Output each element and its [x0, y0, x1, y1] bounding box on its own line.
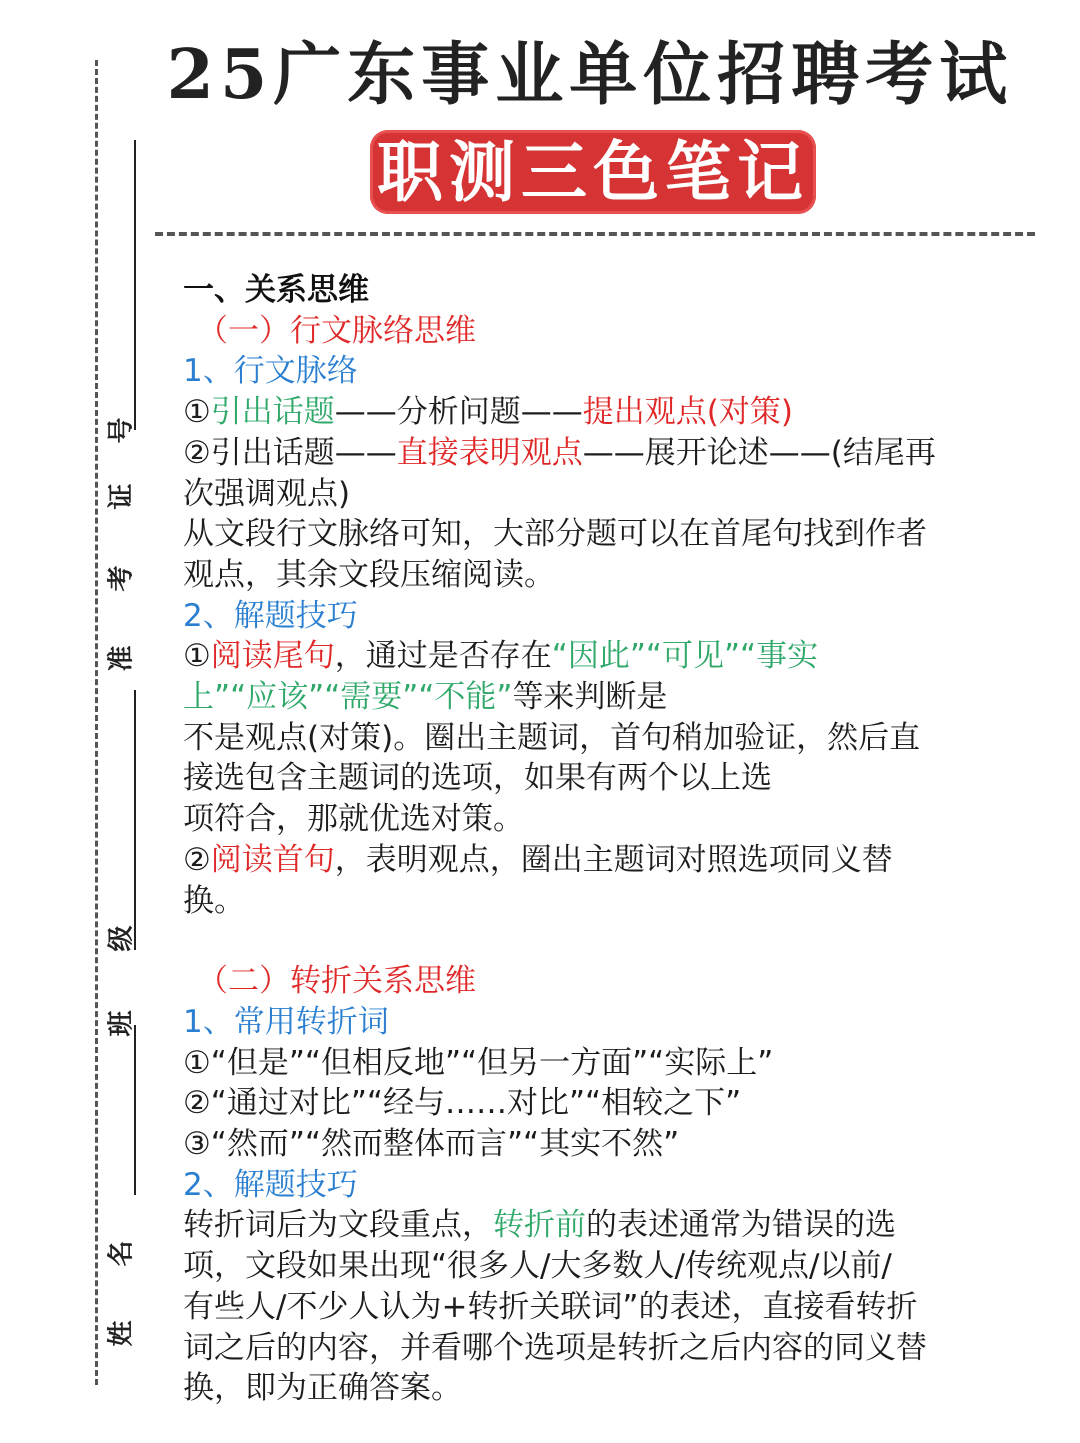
- part1-title: （一）行文脉络思维: [197, 312, 476, 349]
- structure-item-1: [183, 392, 1053, 433]
- part2-para-line-3: 有些人/不少人认为+转折关联词”的表述，直接看转折: [183, 1288, 918, 1325]
- part1-sub2: 2、解题技巧: [183, 597, 358, 634]
- binding-label-ming: 名: [106, 1240, 137, 1267]
- item-number: ②: [183, 434, 211, 471]
- part2-title: （二）转折关系思维: [197, 963, 476, 1000]
- tip1-line-1: [183, 636, 1053, 677]
- header-divider: [155, 232, 1035, 236]
- part2-para-line-1: [183, 1205, 1053, 1246]
- binding-label-zheng: 证: [106, 483, 137, 510]
- highlight-red: 直接表明观点: [396, 434, 583, 471]
- item-text: 转折词后为文段重点，: [183, 1207, 493, 1244]
- section-gap: [183, 921, 1053, 961]
- item-text: 等来判断是: [512, 679, 668, 716]
- keyword-green: “不能”: [418, 679, 513, 716]
- tip1-line-2: [183, 677, 1053, 718]
- part2-para-line-4: 词之后的内容，并看哪个选项是转折之后内容的同义替: [183, 1329, 927, 1366]
- keyword-green: “事实: [740, 638, 819, 675]
- binding-dashed-line: [95, 60, 98, 1385]
- binding-label-zhun: 准: [106, 645, 137, 672]
- transition-words-2: ②“通过对比”“经与……对比”“相较之下”: [183, 1085, 742, 1122]
- keyword-green: 上”: [183, 679, 231, 716]
- item-number: ①: [183, 394, 211, 431]
- part2-para-line-2: 项，文段如果出现“很多人/大多数人/传统观点/以前/: [183, 1248, 892, 1285]
- note-line-1: 从文段行文脉络可知，大部分题可以在首尾句找到作者: [183, 516, 927, 553]
- part2-sub2: 2、解题技巧: [183, 1166, 358, 1203]
- keyword-green: “因此”: [551, 638, 646, 675]
- section-heading: 一、关系思维: [183, 272, 369, 308]
- item-text: ，表明观点，圈出主题词对照选项同义替: [334, 841, 893, 878]
- binding-label-ji: 级: [106, 925, 137, 952]
- keyword-green: “可见”: [645, 638, 741, 675]
- name-fill-line: [134, 1025, 136, 1195]
- tip2-line-2: 换。: [183, 882, 245, 919]
- highlight-red: 阅读首句: [210, 841, 335, 878]
- binding-label-ban: 班: [106, 1010, 137, 1037]
- subtitle-badge: 职测三色笔记: [370, 130, 816, 214]
- item-text: ——分析问题——: [334, 394, 583, 431]
- note-line-2: 观点，其余文段压缩阅读。: [183, 556, 555, 593]
- notes-content: [183, 270, 1053, 1409]
- item-text: ，通过是否存在: [334, 638, 552, 675]
- item-text: ——展开论述——(结尾再: [582, 434, 936, 471]
- structure-item-2: [183, 433, 1053, 474]
- item-number: ①: [183, 638, 211, 675]
- binding-strip: [0, 0, 150, 1443]
- part2-para-line-5: 换，即为正确答案。: [183, 1370, 462, 1407]
- tip1-line-3: 不是观点(对策)。圈出主题词，首句稍加验证，然后直: [183, 719, 921, 756]
- transition-words-1: ①“但是”“但相反地”“但另一方面”“实际上”: [183, 1044, 774, 1081]
- item-number: ②: [183, 841, 211, 878]
- tip1-line-4: 接选包含主题词的选项，如果有两个以上选: [183, 760, 772, 797]
- binding-label-kao: 考: [106, 565, 137, 592]
- highlight-red: 提出观点(对策): [582, 394, 793, 431]
- tip1-line-5: 项符合，那就优选对策。: [183, 801, 524, 838]
- highlight-red: 阅读尾句: [210, 638, 335, 675]
- keyword-green: “需要”: [324, 679, 419, 716]
- page-title: 25广东事业单位招聘考试: [166, 35, 1014, 115]
- item-text: 的表述通常为错误的选: [586, 1207, 896, 1244]
- transition-words-3: ③“然而”“然而整体而言”“其实不然”: [183, 1126, 680, 1163]
- tip2-line-1: [183, 840, 1053, 881]
- highlight-green: 引出话题: [210, 394, 335, 431]
- keyword-green: “应该”: [230, 679, 325, 716]
- item-text: 引出话题——: [210, 434, 397, 471]
- binding-label-hao: 号: [106, 417, 137, 444]
- part2-sub1: 1、常用转折词: [183, 1003, 389, 1040]
- highlight-green: 转折前: [493, 1207, 586, 1244]
- binding-label-xing: 姓: [106, 1320, 137, 1347]
- exam-id-fill-line: [134, 140, 136, 430]
- class-fill-line: [134, 690, 136, 950]
- structure-item-2-cont: 次强调观点): [183, 475, 351, 512]
- part1-sub1: 1、行文脉络: [183, 353, 358, 390]
